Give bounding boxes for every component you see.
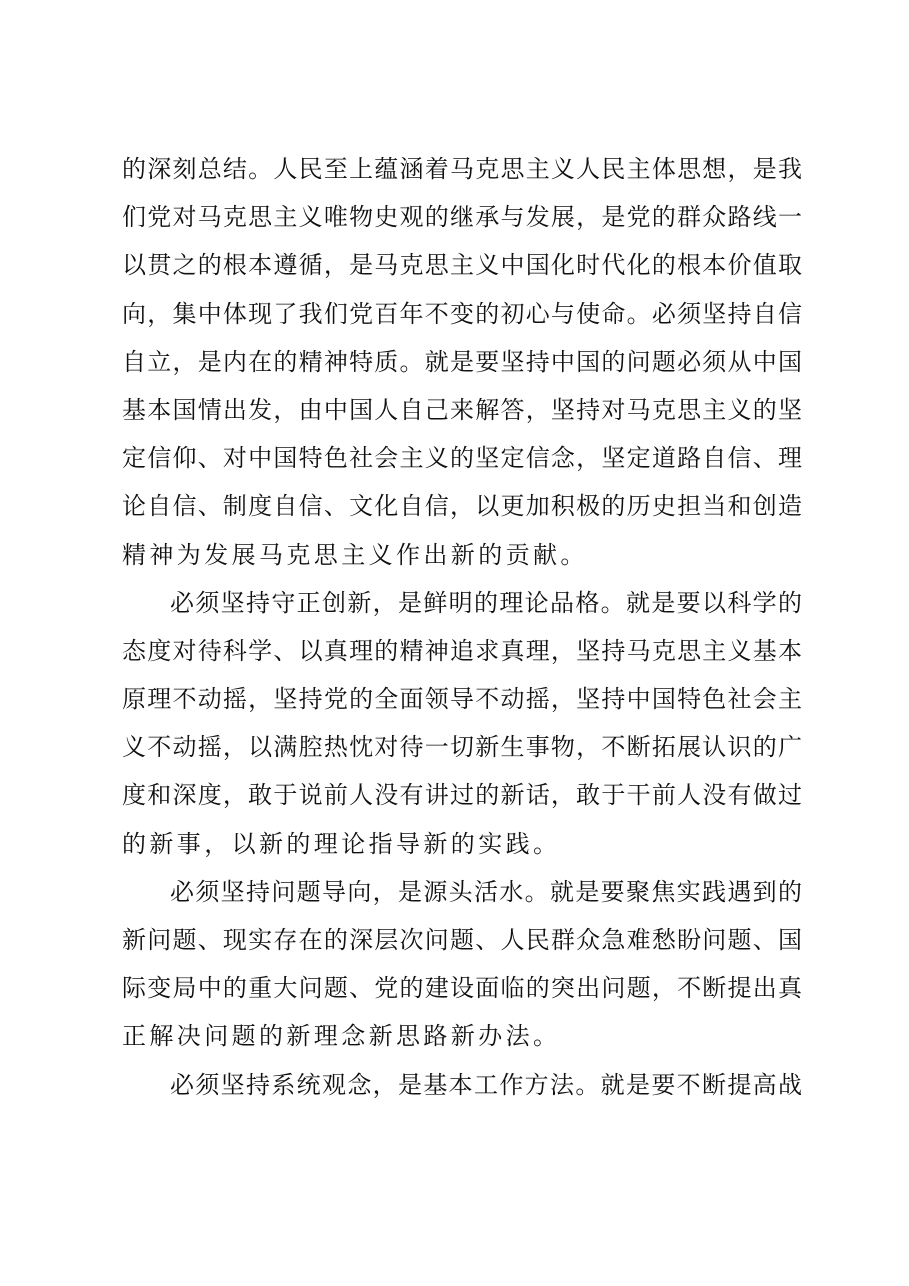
text-line: 定信仰、对中国特色社会主义的坚定信念，坚定道路自信、理	[122, 444, 802, 473]
text-line: 义不动摇，以满腔热忱对待一切新生事物，不断拓展认识的广	[122, 733, 802, 762]
text-line: 向，集中体现了我们党百年不变的初心与使命。必须坚持自信	[122, 299, 802, 328]
text-line: 度和深度，敢于说前人没有讲过的新话，敢于干前人没有做过	[122, 781, 802, 810]
paragraph-2	[122, 579, 802, 868]
paragraph-3	[122, 868, 802, 1061]
text-line: 以贯之的根本遵循，是马克思主义中国化时代化的根本价值取	[122, 251, 802, 280]
text-line: 新问题、现实存在的深层次问题、人民群众急难愁盼问题、国	[122, 926, 802, 954]
text-line: 们党对马克思主义唯物史观的继承与发展，是党的群众路线一	[122, 203, 802, 232]
text-line: 原理不动摇，坚持党的全面领导不动摇，坚持中国特色社会主	[122, 685, 802, 714]
text-line: 际变局中的重大问题、党的建设面临的突出问题，不断提出真	[122, 974, 802, 1003]
paragraph-1	[122, 145, 802, 579]
text-line: 基本国情出发，由中国人自己来解答，坚持对马克思主义的坚	[122, 395, 802, 424]
text-line: 的深刻总结。人民至上蕴涵着马克思主义人民主体思想，是我	[122, 155, 802, 183]
text-line: 态度对待科学、以真理的精神追求真理，坚持马克思主义基本	[122, 636, 802, 665]
document-body	[122, 145, 802, 1109]
text-line: 必须坚持守正创新，是鲜明的理论品格。就是要以科学的	[170, 588, 802, 617]
text-line: 必须坚持系统观念，是基本工作方法。就是要不断提高战	[170, 1070, 802, 1099]
text-line: 的新事，以新的理论指导新的实践。	[122, 829, 561, 858]
text-line: 正解决问题的新理念新思路新办法。	[122, 1022, 561, 1051]
text-line: 论自信、制度自信、文化自信，以更加积极的历史担当和创造	[122, 492, 802, 521]
text-line: 自立，是内在的精神特质。就是要坚持中国的问题必须从中国	[122, 347, 802, 376]
paragraph-4	[122, 1061, 802, 1109]
text-line: 必须坚持问题导向，是源头活水。就是要聚焦实践遇到的	[170, 877, 802, 906]
text-line: 精神为发展马克思主义作出新的贡献。	[122, 540, 588, 569]
